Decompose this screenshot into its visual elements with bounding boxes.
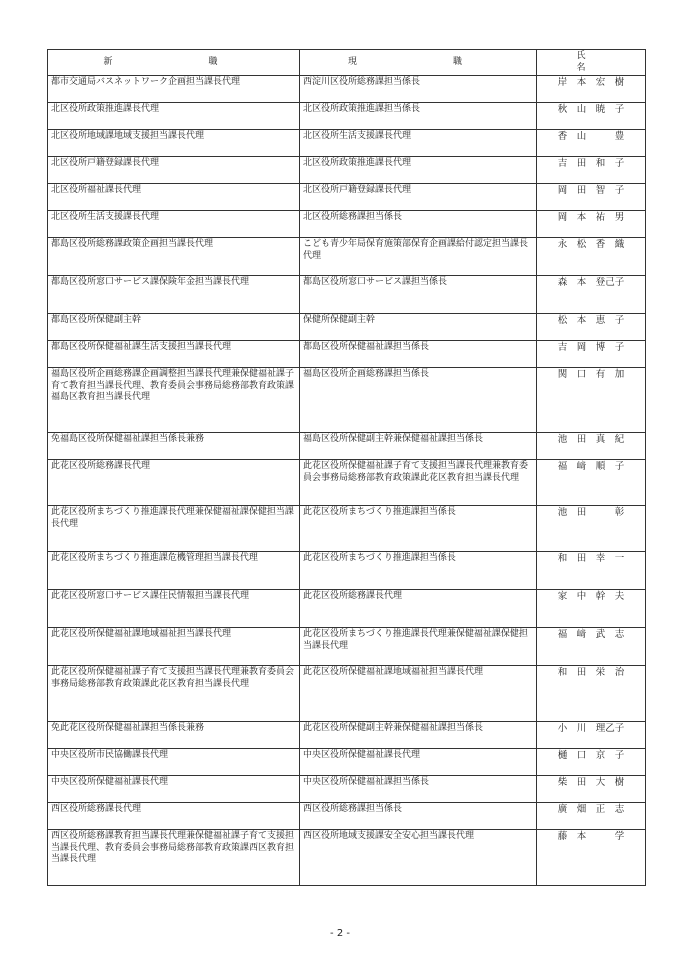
cell-name: 和 田 幸 一	[537, 552, 646, 590]
cell-new-position: 西区役所総務課長代理	[48, 803, 300, 830]
cell-new-position: 北区役所福祉課長代理	[48, 184, 300, 211]
cell-new-position: 此花区役所保健福祉課子育て支援担当課長代理兼教育委員会事務局総務部教育政策課此花区教育担当課長代理	[48, 666, 300, 722]
cell-new-position: 此花区役所総務課長代理	[48, 460, 300, 506]
cell-current-position: 都島区役所保健福祉課担当係長	[300, 341, 537, 368]
table-row	[48, 341, 646, 368]
table-row	[48, 76, 646, 103]
cell-current-position: 西区役所地域支援課安全安心担当課長代理	[300, 830, 537, 886]
table-row	[48, 368, 646, 433]
cell-current-position: 此花区役所総務課長代理	[300, 590, 537, 628]
table-row	[48, 433, 646, 460]
cell-new-position: 福島区役所企画総務課企画調整担当課長代理兼保健福祉課子育て教育担当課長代理、教育委員会事務局総務部教育政策課福島区教育担当課長代理	[48, 368, 300, 433]
cell-current-position: 此花区役所まちづくり推進課長代理兼保健福祉課保健担当課長代理	[300, 628, 537, 666]
cell-new-position: 此花区役所窓口サービス課住民情報担当課長代理	[48, 590, 300, 628]
cell-new-position: 都島区役所総務課政策企画担当課長代理	[48, 238, 300, 276]
cell-current-position: こども青少年局保育施策部保育企画課給付認定担当課長代理	[300, 238, 537, 276]
table-row	[48, 590, 646, 628]
cell-current-position: 此花区役所保健副主幹兼保健福祉課担当係長	[300, 722, 537, 749]
cell-current-position: 北区役所政策推進課長代理	[300, 157, 537, 184]
cell-name: 福 﨑 武 志	[537, 628, 646, 666]
cell-new-position: 北区役所地域課地域支援担当課長代理	[48, 130, 300, 157]
cell-current-position: 福島区役所企画総務課担当係長	[300, 368, 537, 433]
personnel-table	[47, 49, 664, 886]
table-row	[48, 238, 646, 276]
cell-current-position: 此花区役所保健福祉課子育て支援担当課長代理兼教育委員会事務局総務部教育政策課此花区教育担当課長代理	[300, 460, 537, 506]
cell-current-position: 此花区役所保健福祉課地域福祉担当課長代理	[300, 666, 537, 722]
cell-current-position: 保健所保健副主幹	[300, 314, 537, 341]
cell-name: 家 中 幹 夫	[537, 590, 646, 628]
cell-new-position: 此花区役所まちづくり推進課長代理兼保健福祉課保健担当課長代理	[48, 506, 300, 552]
table-row	[48, 830, 646, 886]
table-row	[48, 211, 646, 238]
table-row	[48, 628, 646, 666]
table-row	[48, 776, 646, 803]
cell-name: 森 本 登己子	[537, 276, 646, 314]
cell-name: 岡 田 智 子	[537, 184, 646, 211]
cell-current-position: 此花区役所まちづくり推進課担当係長	[300, 506, 537, 552]
cell-new-position: 都島区役所保健副主幹	[48, 314, 300, 341]
cell-current-position: 此花区役所まちづくり推進課担当係長	[300, 552, 537, 590]
cell-name: 関 口 有 加	[537, 368, 646, 433]
cell-new-position: 免福島区役所保健福祉課担当係長兼務	[48, 433, 300, 460]
cell-new-position: 免此花区役所保健福祉課担当係長兼務	[48, 722, 300, 749]
cell-name: 岡 本 祐 男	[537, 211, 646, 238]
cell-name: 永 松 香 織	[537, 238, 646, 276]
cell-current-position: 西区役所総務課担当係長	[300, 803, 537, 830]
personnel-table-sheet	[47, 49, 664, 886]
cell-new-position: 此花区役所保健福祉課地域福祉担当課長代理	[48, 628, 300, 666]
table-body	[48, 76, 646, 886]
cell-name: 秋 山 暁 子	[537, 103, 646, 130]
cell-current-position: 西淀川区役所総務課担当係長	[300, 76, 537, 103]
cell-name: 藤 本 学	[537, 830, 646, 886]
cell-name: 和 田 栄 治	[537, 666, 646, 722]
cell-current-position: 北区役所政策推進課担当係長	[300, 103, 537, 130]
cell-current-position: 中央区役所保健福祉課長代理	[300, 749, 537, 776]
table-row	[48, 276, 646, 314]
table-row	[48, 103, 646, 130]
table-row	[48, 666, 646, 722]
header-new-position: 新 職	[48, 50, 300, 76]
cell-name: 福 﨑 順 子	[537, 460, 646, 506]
cell-new-position: 北区役所戸籍登録課長代理	[48, 157, 300, 184]
cell-name: 池 田 彰	[537, 506, 646, 552]
cell-current-position: 福島区役所保健副主幹兼保健福祉課担当係長	[300, 433, 537, 460]
cell-new-position: 北区役所政策推進課長代理	[48, 103, 300, 130]
cell-new-position: 此花区役所まちづくり推進課危機管理担当課長代理	[48, 552, 300, 590]
cell-current-position: 北区役所戸籍登録課長代理	[300, 184, 537, 211]
cell-name: 香 山 豊	[537, 130, 646, 157]
cell-current-position: 都島区役所窓口サービス課担当係長	[300, 276, 537, 314]
header-current-position: 現 職	[300, 50, 537, 76]
table-row	[48, 184, 646, 211]
table-row	[48, 130, 646, 157]
cell-name: 吉 岡 博 子	[537, 341, 646, 368]
cell-new-position: 都市交通局バスネットワーク企画担当課長代理	[48, 76, 300, 103]
cell-new-position: 北区役所生活支援課長代理	[48, 211, 300, 238]
cell-current-position: 北区役所生活支援課長代理	[300, 130, 537, 157]
cell-name: 岸 本 宏 樹	[537, 76, 646, 103]
cell-new-position: 中央区役所保健福祉課長代理	[48, 776, 300, 803]
cell-name: 樋 口 京 子	[537, 749, 646, 776]
page-number: - 2 -	[330, 928, 350, 939]
cell-new-position: 中央区役所市民協働課長代理	[48, 749, 300, 776]
cell-new-position: 都島区役所保健福祉課生活支援担当課長代理	[48, 341, 300, 368]
cell-new-position: 都島区役所窓口サービス課保険年金担当課長代理	[48, 276, 300, 314]
table-header-row	[48, 50, 646, 76]
table-row	[48, 460, 646, 506]
table-row	[48, 722, 646, 749]
cell-name: 吉 田 和 子	[537, 157, 646, 184]
cell-new-position: 西区役所総務課教育担当課長代理兼保健福祉課子育て支援担当課長代理、教育委員会事務局総務部教育政策課西区教育担当課長代理	[48, 830, 300, 886]
cell-name: 池 田 真 紀	[537, 433, 646, 460]
cell-name: 柴 田 大 樹	[537, 776, 646, 803]
table-row	[48, 157, 646, 184]
cell-name: 小 川 理乙子	[537, 722, 646, 749]
table-row	[48, 749, 646, 776]
cell-name: 廣 畑 正 志	[537, 803, 646, 830]
table-row	[48, 552, 646, 590]
cell-current-position: 北区役所総務課担当係長	[300, 211, 537, 238]
table-row	[48, 314, 646, 341]
header-name: 氏 名	[537, 50, 646, 76]
table-row	[48, 803, 646, 830]
cell-name: 松 本 恵 子	[537, 314, 646, 341]
cell-current-position: 中央区役所保健福祉課担当係長	[300, 776, 537, 803]
table-row	[48, 506, 646, 552]
